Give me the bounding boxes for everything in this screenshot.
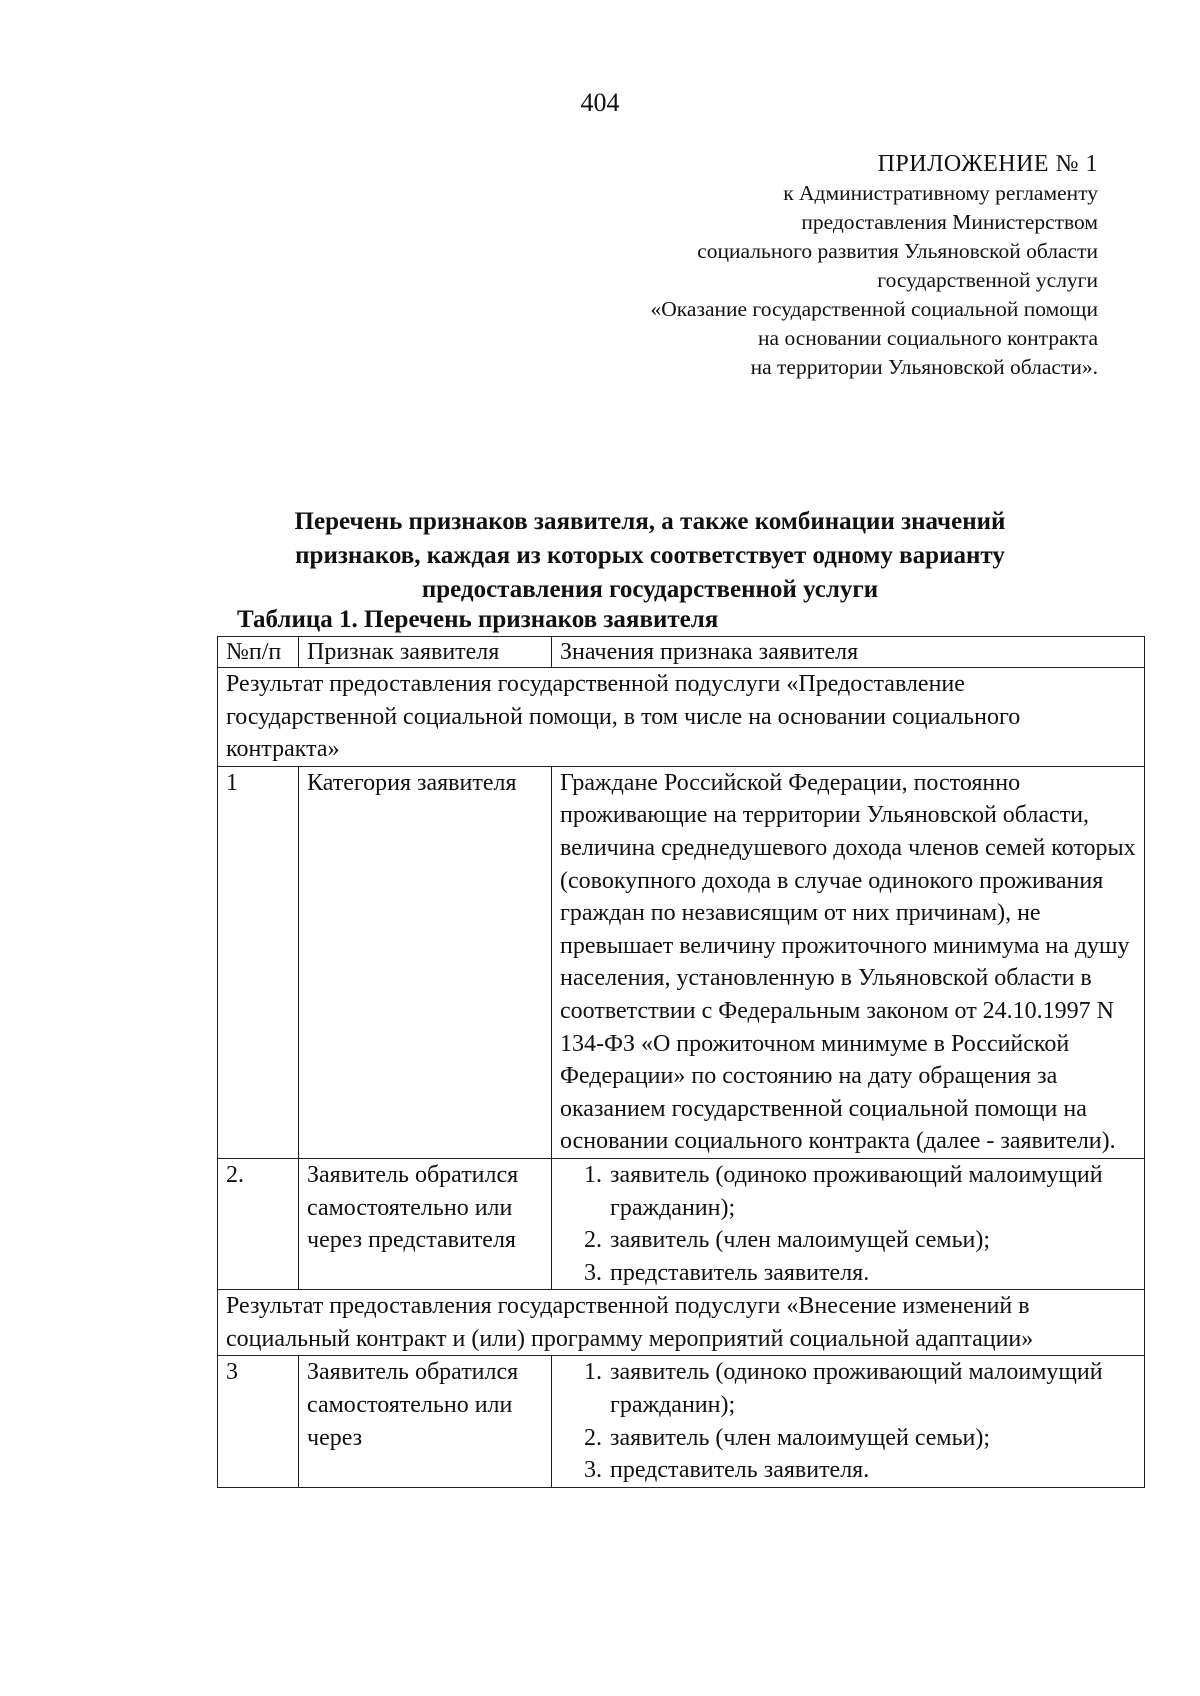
applicant-attributes-table <box>217 636 1145 1488</box>
value-list <box>560 1356 1136 1486</box>
value-list <box>560 1159 1136 1289</box>
appendix-line: на территории Ульяновской области». <box>750 355 1098 379</box>
section-row <box>218 1290 1145 1356</box>
list-item: 1. заявитель (одиноко проживающий малоимущий гражданин); <box>608 1356 1136 1421</box>
appendix-line: предоставления Министерством <box>801 210 1098 234</box>
list-item: 3. представитель заявителя. <box>608 1454 1136 1487</box>
section-row <box>218 668 1145 767</box>
document-heading <box>200 505 1100 607</box>
row-attribute: Категория заявителя <box>299 766 552 1158</box>
appendix-line: «Оказание государственной социальной помощи <box>650 297 1098 321</box>
heading-line: Перечень признаков заявителя, а также комбинации значений <box>294 508 1006 535</box>
row-number: 3 <box>218 1356 299 1487</box>
table-row <box>218 766 1145 1158</box>
row-value: Граждане Российской Федерации, постоянно проживающие на территории Ульяновской области, величина среднедушевого дохода членов семей которых (совокупного дохода в случае одинокого проживания граждан по независящим от них причинам), не превышает величину прожиточного минимума на душу населения, установленную в Ульяновской области в соответствии с Федеральным законом от 24.10.1997 N 134-ФЗ «О прожиточном минимуме в Российской Федерации» по состоянию на дату обращения за оказанием государственной социальной помощи на основании социального контракта (далее - заявители). <box>552 766 1145 1158</box>
appendix-block <box>651 150 1098 382</box>
table-caption: Таблица 1. Перечень признаков заявителя <box>237 606 719 633</box>
row-value <box>552 1158 1145 1289</box>
section-title: Результат предоставления государственной подуслуги «Внесение изменений в социальный контракт и (или) программу мероприятий социальной адаптации» <box>218 1290 1145 1356</box>
header-number: №п/п <box>218 637 299 668</box>
list-item: 1. заявитель (одиноко проживающий малоимущий гражданин); <box>608 1159 1136 1224</box>
appendix-title: ПРИЛОЖЕНИЕ № 1 <box>877 151 1098 177</box>
table-header-row <box>218 637 1145 668</box>
row-attribute: Заявитель обратился самостоятельно или через представителя <box>299 1158 552 1289</box>
appendix-line: к Административному регламенту <box>783 181 1098 205</box>
header-attribute: Признак заявителя <box>299 637 552 668</box>
row-value <box>552 1356 1145 1487</box>
list-item: 2. заявитель (член малоимущей семьи); <box>608 1422 1136 1455</box>
row-number: 2. <box>218 1158 299 1289</box>
table-row <box>218 1356 1145 1487</box>
heading-line: признаков, каждая из которых соответствует одному варианту <box>295 542 1005 569</box>
appendix-line: на основании социального контракта <box>758 326 1098 350</box>
row-number: 1 <box>218 766 299 1158</box>
appendix-line: государственной услуги <box>877 268 1098 292</box>
list-item: 3. представитель заявителя. <box>608 1257 1136 1290</box>
header-values: Значения признака заявителя <box>552 637 1145 668</box>
section-title: Результат предоставления государственной подуслуги «Предоставление государственной социальной помощи, в том числе на основании социального контракта» <box>218 668 1145 767</box>
page-number: 404 <box>580 88 620 117</box>
heading-line: предоставления государственной услуги <box>421 576 879 603</box>
row-attribute: Заявитель обратился самостоятельно или через <box>299 1356 552 1487</box>
list-item: 2. заявитель (член малоимущей семьи); <box>608 1224 1136 1257</box>
appendix-line: социального развития Ульяновской области <box>697 239 1098 263</box>
table-row <box>218 1158 1145 1289</box>
